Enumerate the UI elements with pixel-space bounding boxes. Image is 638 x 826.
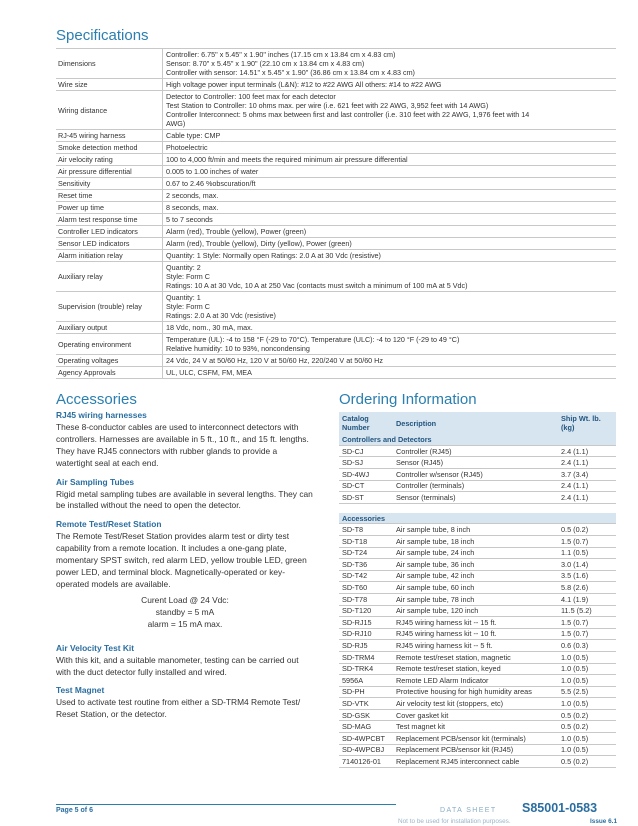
spec-label: Alarm initiation relay xyxy=(56,250,163,262)
specifications-title: Specifications xyxy=(56,27,149,44)
spec-label: Operating environment xyxy=(56,334,163,355)
table-row xyxy=(339,547,616,559)
ship-weight: 1.0 (0.5) xyxy=(558,733,616,745)
document-number: S85001-0583 xyxy=(522,801,598,815)
catalog-number: SD-4WPCBJ xyxy=(339,744,393,756)
ship-weight: 1.1 (0.5) xyxy=(558,547,616,559)
ship-weight: 1.0 (0.5) xyxy=(558,663,616,675)
spec-value-line: Sensor: 8.70" x 5.45" x 1.90" (22.10 cm x 13.84 cm x 4.83 cm) xyxy=(166,59,365,68)
table-row xyxy=(339,582,616,594)
table-row xyxy=(339,640,616,652)
table-row xyxy=(339,524,616,536)
table-row xyxy=(339,570,616,582)
description: Controller (terminals) xyxy=(393,480,558,492)
catalog-number: SD-PH xyxy=(339,686,393,698)
description: Replacement RJ45 interconnect cable xyxy=(393,756,558,768)
table-row xyxy=(339,698,616,710)
spec-row xyxy=(56,202,616,214)
spec-value xyxy=(163,355,617,367)
table-row xyxy=(339,559,616,571)
spec-value-line: Temperature (UL): -4 to 158 °F (-29 to 70°C). Temperature (ULC): -4 to 120 °F (-29 to 49 °C) xyxy=(166,335,460,344)
spec-value xyxy=(163,334,617,355)
data-sheet-label: DATA SHEET xyxy=(440,807,497,814)
spec-row xyxy=(56,91,616,130)
spec-value-line: UL, ULC, CSFM, FM, MEA xyxy=(166,368,252,377)
ship-weight: 1.5 (0.7) xyxy=(558,628,616,640)
spec-value-line: 24 Vdc, 24 V at 50/60 Hz, 120 V at 50/60 Hz, 220/240 V at 50/60 Hz xyxy=(166,356,383,365)
spec-value-line: Style: Form C xyxy=(166,302,210,311)
description: Test magnet kit xyxy=(393,721,558,733)
accessories-title: Accessories xyxy=(56,391,137,408)
description: Air sample tube, 18 inch xyxy=(393,535,558,547)
spec-value xyxy=(163,91,617,130)
ship-weight: 0.5 (0.2) xyxy=(558,756,616,768)
spec-value-line: High voltage power input terminals (L&N): #12 to #22 AWG All others: #14 to #22 AWG xyxy=(166,80,442,89)
spec-value xyxy=(163,202,617,214)
spec-label: Auxiliary output xyxy=(56,322,163,334)
spec-row xyxy=(56,142,616,154)
spec-row xyxy=(56,262,616,292)
catalog-number: SD-T42 xyxy=(339,570,393,582)
page-number: Page 5 of 6 xyxy=(56,807,93,814)
accessory-text: Rigid metal sampling tubes are available in several lengths. They can be installed without the need to open the detector. xyxy=(56,488,313,511)
spec-value-line: Ratings: 10 A at 30 Vdc, 10 A at 250 Vac (contacts must switch a minimum of 100 mA at 5 Vdc) xyxy=(166,281,468,290)
ship-weight: 2.4 (1.1) xyxy=(558,445,616,457)
spec-value-line: 18 Vdc, nom., 30 mA, max. xyxy=(166,323,253,332)
spec-value xyxy=(163,154,617,166)
accessory-heading: Test Magnet xyxy=(56,685,105,696)
description: Remote test/reset station, keyed xyxy=(393,663,558,675)
accessory-heading: Air Velocity Test Kit xyxy=(56,642,135,653)
spec-row xyxy=(56,334,616,355)
col-description: Description xyxy=(393,412,558,434)
description: Air sample tube, 60 inch xyxy=(393,582,558,594)
current-load xyxy=(56,595,314,631)
catalog-number: SD-ST xyxy=(339,492,393,504)
spec-label: Wiring distance xyxy=(56,91,163,130)
spec-label: Sensor LED indicators xyxy=(56,238,163,250)
spec-value xyxy=(163,214,617,226)
description: Air sample tube, 78 inch xyxy=(393,593,558,605)
table-row xyxy=(339,445,616,457)
ship-weight: 5.5 (2.5) xyxy=(558,686,616,698)
description: Remote LED Alarm Indicator xyxy=(393,675,558,687)
description: Replacement PCB/sensor kit (terminals) xyxy=(393,733,558,745)
description: Protective housing for high humidity areas xyxy=(393,686,558,698)
ship-weight: 3.5 (1.6) xyxy=(558,570,616,582)
spec-label: Controller LED indicators xyxy=(56,226,163,238)
table-row xyxy=(339,756,616,768)
description: Remote test/reset station, magnetic xyxy=(393,651,558,663)
spec-value-line: Relative humidity: 10 to 93%, noncondensing xyxy=(166,344,310,353)
group-controllers-detectors xyxy=(339,434,616,445)
current-load-line: standby = 5 mA xyxy=(155,606,215,617)
description: Air sample tube, 36 inch xyxy=(393,559,558,571)
table-row xyxy=(339,480,616,492)
description: Cover gasket kit xyxy=(393,709,558,721)
catalog-number: SD-T18 xyxy=(339,535,393,547)
ship-weight: 5.8 (2.6) xyxy=(558,582,616,594)
table-row xyxy=(339,663,616,675)
description: Air sample tube, 120 inch xyxy=(393,605,558,617)
spec-row xyxy=(56,322,616,334)
spec-value-line: Quantity: 1 xyxy=(166,293,201,302)
table-row xyxy=(339,709,616,721)
catalog-number: SD-TRM4 xyxy=(339,651,393,663)
description: Air sample tube, 42 inch xyxy=(393,570,558,582)
table-row xyxy=(339,628,616,640)
spec-row xyxy=(56,292,616,322)
ship-weight: 1.0 (0.5) xyxy=(558,744,616,756)
table-row xyxy=(339,721,616,733)
table-row xyxy=(339,535,616,547)
description: Sensor (terminals) xyxy=(393,492,558,504)
ship-weight: 0.5 (0.2) xyxy=(558,721,616,733)
spec-value-line: 2 seconds, max. xyxy=(166,191,219,200)
installation-note: Not to be used for installation purposes. xyxy=(398,818,511,825)
current-load-line: alarm = 15 mA max. xyxy=(147,618,223,629)
table-row xyxy=(339,469,616,481)
spec-row xyxy=(56,154,616,166)
spec-value xyxy=(163,322,617,334)
issue-number: Issue 6.1 xyxy=(590,818,618,825)
spec-label: Sensitivity xyxy=(56,178,163,190)
spec-row xyxy=(56,355,616,367)
ship-weight: 4.1 (1.9) xyxy=(558,593,616,605)
table-row xyxy=(339,651,616,663)
catalog-number: 5956A xyxy=(339,675,393,687)
spec-value xyxy=(163,367,617,379)
spec-label: Power up time xyxy=(56,202,163,214)
spec-label: Reset time xyxy=(56,190,163,202)
spec-value-line: 5 to 7 seconds xyxy=(166,215,213,224)
spacer-cell xyxy=(339,503,616,513)
ordering-table xyxy=(339,412,616,768)
spec-value-line: Ratings: 2.0 A at 30 Vdc (resistive) xyxy=(166,311,276,320)
specifications-table xyxy=(56,48,616,379)
catalog-number: SD-T36 xyxy=(339,559,393,571)
spec-row xyxy=(56,130,616,142)
spec-label: Operating voltages xyxy=(56,355,163,367)
description: Sensor (RJ45) xyxy=(393,457,558,469)
spec-label: Smoke detection method xyxy=(56,142,163,154)
spec-value-line: Detector to Controller: 100 feet max for each detector xyxy=(166,92,336,101)
spec-value xyxy=(163,190,617,202)
spec-value xyxy=(163,292,617,322)
description: RJ45 wiring harness kit -- 10 ft. xyxy=(393,628,558,640)
spec-value xyxy=(163,142,617,154)
table-row xyxy=(339,744,616,756)
spec-value-line: 8 seconds, max. xyxy=(166,203,219,212)
catalog-number: SD-T8 xyxy=(339,524,393,536)
ship-weight: 11.5 (5.2) xyxy=(558,605,616,617)
spec-value xyxy=(163,250,617,262)
spec-value xyxy=(163,49,617,79)
spec-row xyxy=(56,178,616,190)
spec-label: Wire size xyxy=(56,79,163,91)
spec-value-line: Alarm (red), Trouble (yellow), Dirty (yellow), Power (green) xyxy=(166,239,352,248)
catalog-number: SD-RJ10 xyxy=(339,628,393,640)
spec-value xyxy=(163,166,617,178)
table-row xyxy=(339,492,616,504)
footer-rule xyxy=(56,804,396,805)
catalog-number: SD-TRK4 xyxy=(339,663,393,675)
spec-row xyxy=(56,166,616,178)
description: Air sample tube, 24 inch xyxy=(393,547,558,559)
catalog-number: SD-CJ xyxy=(339,445,393,457)
catalog-number: SD-SJ xyxy=(339,457,393,469)
description: Controller w/sensor (RJ45) xyxy=(393,469,558,481)
accessories-section xyxy=(56,410,314,721)
spec-row xyxy=(56,214,616,226)
accessory-text: Used to activate test routine from either a SD-TRM4 Remote Test/ Reset Station, or the detector. xyxy=(56,697,301,720)
ship-weight: 2.4 (1.1) xyxy=(558,457,616,469)
ordering-title: Ordering Information xyxy=(339,391,477,408)
spec-row xyxy=(56,49,616,79)
catalog-number: SD-RJ5 xyxy=(339,640,393,652)
spec-row xyxy=(56,79,616,91)
spec-value xyxy=(163,79,617,91)
spec-value-line: Controller: 6.75" x 5.45" x 1.90" inches (17.15 cm x 13.84 cm x 4.83 cm) xyxy=(166,50,396,59)
table-spacer xyxy=(339,503,616,513)
spec-label: Alarm test response time xyxy=(56,214,163,226)
catalog-number: SD-4WPCBT xyxy=(339,733,393,745)
spec-value-line: Quantity: 2 xyxy=(166,263,201,272)
spec-label: RJ-45 wiring harness xyxy=(56,130,163,142)
catalog-number: SD-T120 xyxy=(339,605,393,617)
table-row xyxy=(339,605,616,617)
table-row xyxy=(339,593,616,605)
catalog-number: SD-VTK xyxy=(339,698,393,710)
spec-value xyxy=(163,238,617,250)
group-label: Accessories xyxy=(339,513,616,524)
spec-value-line: Controller Interconnect: 5 ohms max between first and last controller (i.e. 310 feet with 22 AWG, 1,976 feet with 14 xyxy=(166,110,530,119)
catalog-number: SD-GSK xyxy=(339,709,393,721)
ship-weight: 0.6 (0.3) xyxy=(558,640,616,652)
spec-value-line: AWG) xyxy=(166,119,186,128)
accessory-heading: RJ45 wiring harnesses xyxy=(56,410,147,420)
ship-weight: 2.4 (1.1) xyxy=(558,480,616,492)
col-ship-weight: Ship Wt. lb. (kg) xyxy=(558,412,616,434)
ship-weight: 0.5 (0.2) xyxy=(558,709,616,721)
ship-weight: 2.4 (1.1) xyxy=(558,492,616,504)
table-row xyxy=(339,457,616,469)
ship-weight: 1.5 (0.7) xyxy=(558,535,616,547)
spec-value xyxy=(163,130,617,142)
accessory-text: These 8-conductor cables are used to interconnect detectors with controllers. Harnesses are available in 5 ft., 10 ft., and 15 ft. lengths. They have RJ45 connectors with rubber glands to provide a watertight seal at each end. xyxy=(56,421,309,468)
spec-value-line: 0.005 to 1.00 inches of water xyxy=(166,167,259,176)
spec-row xyxy=(56,238,616,250)
catalog-number: SD-T60 xyxy=(339,582,393,594)
table-row xyxy=(339,675,616,687)
spec-value-line: Controller with sensor: 14.51" x 5.45" x 1.90" (36.86 cm x 13.84 cm x 4.83 cm) xyxy=(166,68,415,77)
spec-label: Agency Approvals xyxy=(56,367,163,379)
catalog-number: SD-T78 xyxy=(339,593,393,605)
description: RJ45 wiring harness kit -- 15 ft. xyxy=(393,617,558,629)
spec-value xyxy=(163,262,617,292)
description: Controller (RJ45) xyxy=(393,445,558,457)
ship-weight: 0.5 (0.2) xyxy=(558,524,616,536)
catalog-number: SD-CT xyxy=(339,480,393,492)
description: RJ45 wiring harness kit -- 5 ft. xyxy=(393,640,558,652)
spec-label: Auxiliary relay xyxy=(56,262,163,292)
spec-row xyxy=(56,367,616,379)
catalog-number: SD-MAG xyxy=(339,721,393,733)
ship-weight: 1.0 (0.5) xyxy=(558,651,616,663)
group-label: Controllers and Detectors xyxy=(339,434,616,445)
ship-weight: 1.5 (0.7) xyxy=(558,617,616,629)
spec-label: Supervision (trouble) relay xyxy=(56,292,163,322)
spec-row xyxy=(56,190,616,202)
ship-weight: 3.7 (3.4) xyxy=(558,469,616,481)
table-row xyxy=(339,617,616,629)
ship-weight: 1.0 (0.5) xyxy=(558,675,616,687)
spec-label: Air pressure differential xyxy=(56,166,163,178)
accessory-text: With this kit, and a suitable manometer, testing can be carried out with the duct detector fully installed and wired. xyxy=(56,654,299,677)
col-catalog: Catalog Number xyxy=(339,412,393,434)
accessory-text: The Remote Test/Reset Station provides alarm test or dirty test capability from a remote location. It includes a one-gang plate, momentary SPST switch, red alarm LED, yellow trouble LED, green power LED, and terminal block. Magnetically-operated or key-operated models are available. xyxy=(56,531,307,589)
accessory-heading: Air Sampling Tubes xyxy=(56,476,135,487)
spec-row xyxy=(56,226,616,238)
accessory-heading: Remote Test/Reset Station xyxy=(56,519,162,530)
group-accessories xyxy=(339,513,616,524)
spec-value xyxy=(163,226,617,238)
catalog-number: 7140126-01 xyxy=(339,756,393,768)
description: Air sample tube, 8 inch xyxy=(393,524,558,536)
spec-label: Air velocity rating xyxy=(56,154,163,166)
spec-label: Dimensions xyxy=(56,49,163,79)
catalog-number: SD-4WJ xyxy=(339,469,393,481)
current-load-line: Curent Load @ 24 Vdc: xyxy=(141,594,229,605)
spec-value xyxy=(163,178,617,190)
spec-value-line: Quantity: 1 Style: Normally open Ratings: 2.0 A at 30 Vdc (resistive) xyxy=(166,251,381,260)
spec-value-line: Cable type: CMP xyxy=(166,131,221,140)
ship-weight: 1.0 (0.5) xyxy=(558,698,616,710)
spec-value-line: 100 to 4,000 ft/min and meets the required minimum air pressure differential xyxy=(166,155,408,164)
description: Air velocity test kit (stoppers, etc) xyxy=(393,698,558,710)
spec-value-line: Style: Form C xyxy=(166,272,210,281)
table-row xyxy=(339,686,616,698)
spec-value-line: 0.67 to 2.46 %obscuration/ft xyxy=(166,179,256,188)
spec-value-line: Alarm (red), Trouble (yellow), Power (green) xyxy=(166,227,307,236)
description: Replacement PCB/sensor kit (RJ45) xyxy=(393,744,558,756)
table-row xyxy=(339,733,616,745)
catalog-number: SD-RJ15 xyxy=(339,617,393,629)
spec-value-line: Photoelectric xyxy=(166,143,208,152)
spec-value-line: Test Station to Controller: 10 ohms max. per wire (i.e. 621 feet with 22 AWG, 3,952 feet with 14 AWG) xyxy=(166,101,489,110)
spec-row xyxy=(56,250,616,262)
catalog-number: SD-T24 xyxy=(339,547,393,559)
ship-weight: 3.0 (1.4) xyxy=(558,559,616,571)
